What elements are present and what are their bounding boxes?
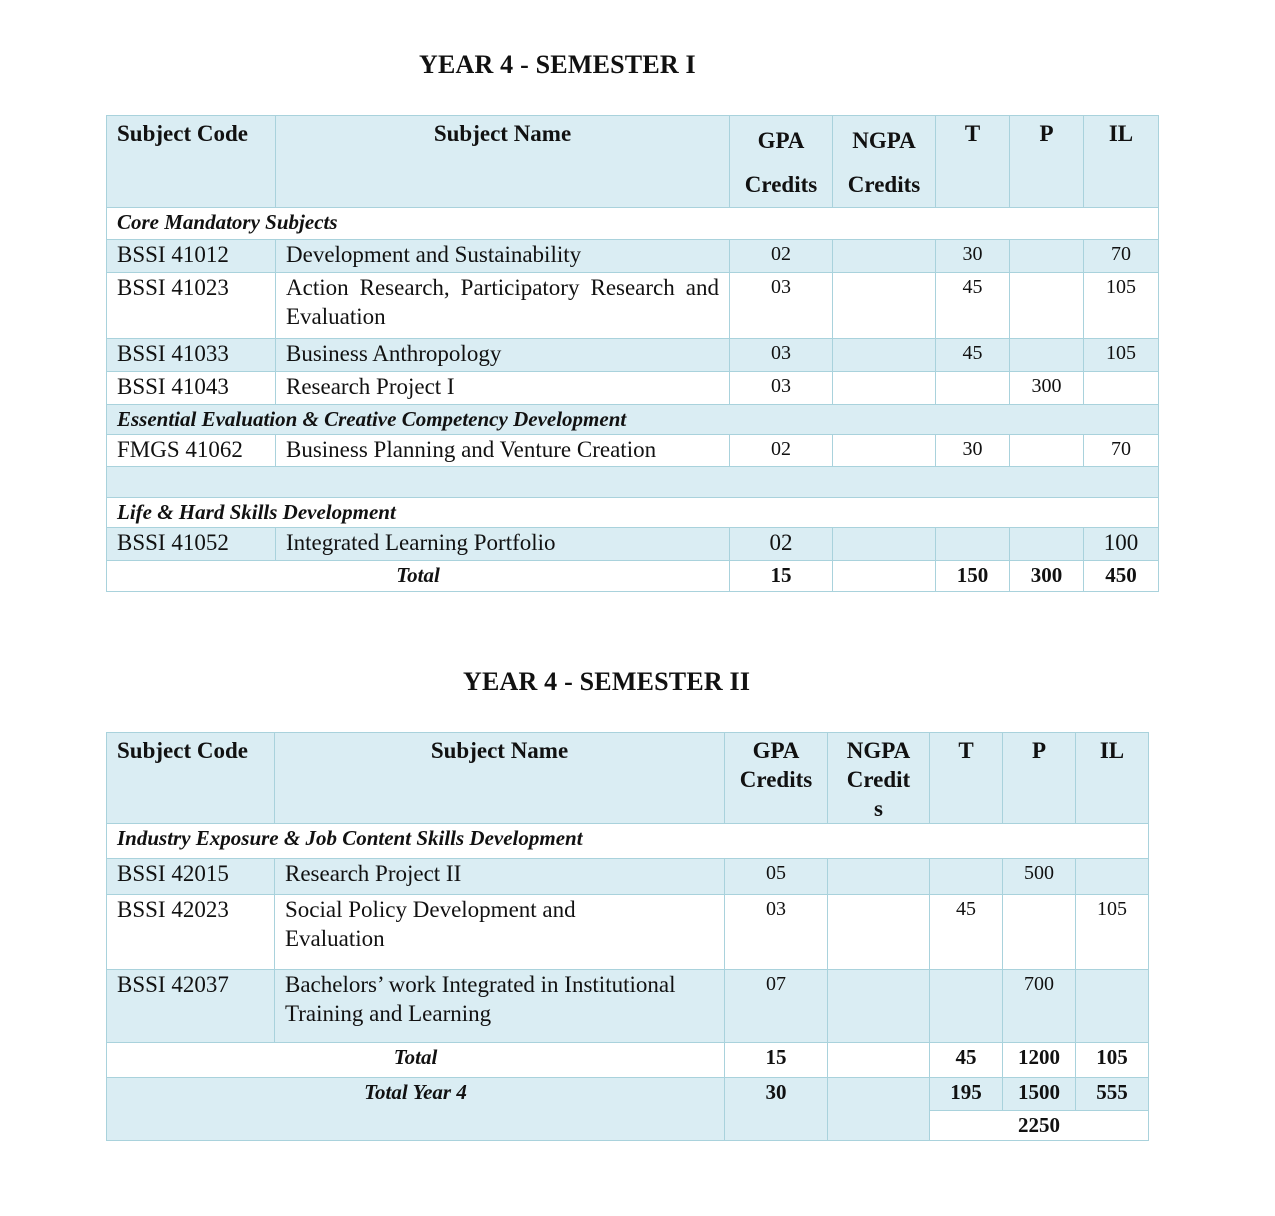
p-value (1010, 528, 1084, 561)
total-year-label: Total Year 4 (107, 1078, 725, 1141)
il-value (1076, 970, 1149, 1043)
ngpa-credits (833, 435, 936, 467)
gpa-credits: 03 (725, 895, 828, 970)
p-value (1010, 435, 1084, 467)
p-value: 500 (1003, 859, 1076, 895)
section-row (107, 405, 1159, 435)
section-life-hard-skills: Life & Hard Skills Development (107, 498, 1159, 528)
table-row (107, 970, 1149, 1043)
section-row (107, 498, 1159, 528)
il-value: 105 (1076, 895, 1149, 970)
gpa-credits: 02 (730, 435, 833, 467)
section-row (107, 824, 1149, 859)
ngpa-credits (833, 339, 936, 372)
ngpa-credits (833, 372, 936, 405)
p-value (1003, 895, 1076, 970)
il-value: 100 (1084, 528, 1159, 561)
header-il: IL (1076, 733, 1149, 824)
total-p: 300 (1010, 561, 1084, 592)
header-ngpa-credits: NGPA Credit s (828, 733, 930, 824)
header-gpa-credits: GPA Credits (725, 733, 828, 824)
header-il: IL (1084, 116, 1159, 208)
section-essential-evaluation: Essential Evaluation & Creative Competency Development (107, 405, 1159, 435)
p-value (1010, 240, 1084, 273)
total-t: 150 (936, 561, 1010, 592)
total-p: 1200 (1003, 1043, 1076, 1078)
subject-code: BSSI 42037 (107, 970, 275, 1043)
t-value (936, 372, 1010, 405)
total-gpa: 15 (730, 561, 833, 592)
subject-name: Social Policy Development and Evaluation (275, 895, 725, 970)
total-year-il: 555 (1076, 1078, 1149, 1111)
empty-row (107, 467, 1159, 498)
t-value: 45 (936, 273, 1010, 339)
subject-code: BSSI 41052 (107, 528, 276, 561)
table-row (107, 240, 1159, 273)
subject-name: Research Project II (275, 859, 725, 895)
subject-code: BSSI 42015 (107, 859, 275, 895)
total-ngpa (828, 1043, 930, 1078)
total-row (107, 1043, 1149, 1078)
header-gpa-credits: GPA Credits (730, 116, 833, 208)
total-year-t: 195 (930, 1078, 1003, 1111)
total-il: 450 (1084, 561, 1159, 592)
header-t: T (930, 733, 1003, 824)
header-subject-name: Subject Name (275, 733, 725, 824)
total-year-p: 1500 (1003, 1078, 1076, 1111)
gpa-credits: 05 (725, 859, 828, 895)
total-il: 105 (1076, 1043, 1149, 1078)
subject-code: BSSI 41023 (107, 273, 276, 339)
table-row (107, 895, 1149, 970)
total-label: Total (107, 561, 730, 592)
header-p: P (1010, 116, 1084, 208)
subject-name: Integrated Learning Portfolio (276, 528, 730, 561)
total-year-ngpa (828, 1078, 930, 1141)
total-ngpa (833, 561, 936, 592)
table-row (107, 372, 1159, 405)
p-value: 300 (1010, 372, 1084, 405)
t-value: 30 (936, 240, 1010, 273)
ngpa-credits (833, 528, 936, 561)
table-row (107, 273, 1159, 339)
header-subject-code: Subject Code (107, 733, 275, 824)
il-value: 70 (1084, 435, 1159, 467)
gpa-credits: 02 (730, 240, 833, 273)
p-value (1010, 273, 1084, 339)
il-value: 105 (1084, 339, 1159, 372)
ngpa-credits (833, 273, 936, 339)
total-year-row (107, 1078, 1149, 1111)
p-value: 700 (1003, 970, 1076, 1043)
semester-2-title: YEAR 4 - SEMESTER II (463, 667, 751, 696)
subject-name: Action Research, Participatory Research and Evaluation (276, 273, 730, 339)
subject-code: BSSI 41012 (107, 240, 276, 273)
header-t: T (936, 116, 1010, 208)
il-value (1084, 372, 1159, 405)
subject-code: FMGS 41062 (107, 435, 276, 467)
semester-1-table (106, 115, 1159, 592)
subject-name: Business Anthropology (276, 339, 730, 372)
gpa-credits: 07 (725, 970, 828, 1043)
subject-name: Bachelors’ work Integrated in Institutional Training and Learning (275, 970, 725, 1043)
section-industry-exposure: Industry Exposure & Job Content Skills Development (107, 824, 1149, 859)
table-row (107, 435, 1159, 467)
table-row (107, 859, 1149, 895)
gpa-credits: 03 (730, 339, 833, 372)
spacer-row (107, 467, 1159, 498)
t-value: 45 (936, 339, 1010, 372)
gpa-credits: 02 (730, 528, 833, 561)
header-ngpa-credits: NGPA Credits (833, 116, 936, 208)
subject-name: Business Planning and Venture Creation (276, 435, 730, 467)
ngpa-credits (828, 895, 930, 970)
table-row (107, 339, 1159, 372)
gpa-credits: 03 (730, 273, 833, 339)
t-value (936, 528, 1010, 561)
total-year-gpa: 30 (725, 1078, 828, 1141)
il-value: 70 (1084, 240, 1159, 273)
subject-name: Research Project I (276, 372, 730, 405)
subject-code: BSSI 41033 (107, 339, 276, 372)
p-value (1010, 339, 1084, 372)
total-t: 45 (930, 1043, 1003, 1078)
grand-total: 2250 (930, 1111, 1149, 1141)
subject-code: BSSI 42023 (107, 895, 275, 970)
total-row (107, 561, 1159, 592)
semester-1-title: YEAR 4 - SEMESTER I (419, 50, 696, 79)
gpa-credits: 03 (730, 372, 833, 405)
header-subject-code: Subject Code (107, 116, 276, 208)
header-p: P (1003, 733, 1076, 824)
section-core-mandatory: Core Mandatory Subjects (107, 208, 1159, 240)
header-subject-name: Subject Name (276, 116, 730, 208)
semester-2-table (106, 732, 1149, 1141)
section-row (107, 208, 1159, 240)
il-value: 105 (1084, 273, 1159, 339)
total-label: Total (107, 1043, 725, 1078)
subject-code: BSSI 41043 (107, 372, 276, 405)
total-gpa: 15 (725, 1043, 828, 1078)
ngpa-credits (828, 859, 930, 895)
ngpa-credits (833, 240, 936, 273)
subject-name: Development and Sustainability (276, 240, 730, 273)
table-row (107, 528, 1159, 561)
il-value (1076, 859, 1149, 895)
t-value (930, 970, 1003, 1043)
t-value (930, 859, 1003, 895)
header-row (107, 116, 1159, 208)
t-value: 45 (930, 895, 1003, 970)
ngpa-credits (828, 970, 930, 1043)
t-value: 30 (936, 435, 1010, 467)
header-row (107, 733, 1149, 824)
